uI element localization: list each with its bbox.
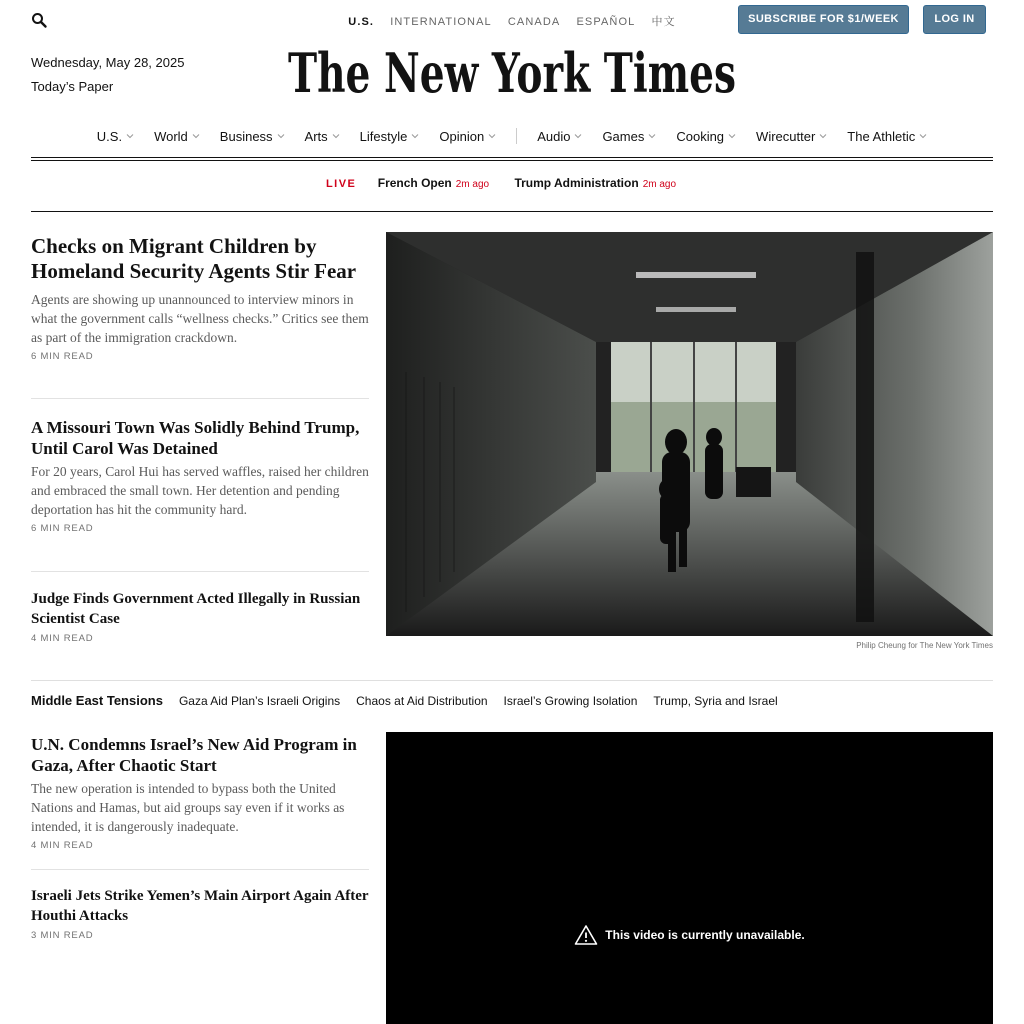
read-time: 6 MIN READ xyxy=(31,351,94,362)
nav-label: The Athletic xyxy=(847,128,916,144)
nav-label: World xyxy=(154,128,188,144)
chevron-down-icon xyxy=(648,132,656,140)
chevron-down-icon xyxy=(411,132,419,140)
nav-label: Business xyxy=(219,128,273,144)
topic-link[interactable]: Israel’s Growing Isolation xyxy=(503,693,638,708)
lead-story-2 xyxy=(31,417,369,534)
live-topic-trump-administration[interactable]: Trump Administration xyxy=(514,176,639,190)
photo-credit: Philip Cheung for The New York Times xyxy=(856,641,993,650)
story-divider xyxy=(31,398,369,399)
chevron-down-icon xyxy=(192,132,200,140)
story-divider xyxy=(31,571,369,572)
edition-canada[interactable]: CANADA xyxy=(507,16,561,28)
mideast-story-2 xyxy=(31,886,369,941)
topic-link[interactable]: Chaos at Aid Distribution xyxy=(356,693,488,708)
chevron-down-icon xyxy=(126,132,134,140)
nav-lifestyle[interactable] xyxy=(360,129,420,144)
masthead-logo[interactable] xyxy=(286,40,738,108)
lead-story-3 xyxy=(31,589,369,644)
lead-photo[interactable] xyxy=(386,232,993,636)
nav-rule-top xyxy=(31,157,993,158)
chevron-down-icon xyxy=(728,132,736,140)
chevron-down-icon xyxy=(277,132,285,140)
video-message-text: This video is currently unavailable. xyxy=(605,928,805,942)
mideast-story-1 xyxy=(31,734,369,851)
chevron-down-icon xyxy=(919,132,927,140)
nav-label: U.S. xyxy=(96,128,123,144)
edition-espanol[interactable]: ESPAÑOL xyxy=(576,16,636,28)
nav-games[interactable] xyxy=(602,129,656,144)
nav-label: Games xyxy=(602,128,645,144)
read-time: 3 MIN READ xyxy=(31,930,94,941)
nav-label: Wirecutter xyxy=(756,128,816,144)
nav-us[interactable] xyxy=(97,129,134,144)
nav-business[interactable] xyxy=(220,129,285,144)
read-time: 6 MIN READ xyxy=(31,523,94,534)
topic-link[interactable]: Trump, Syria and Israel xyxy=(653,693,778,708)
hallway-photo-image xyxy=(386,232,993,636)
video-unavailable-message xyxy=(386,924,993,946)
video-player[interactable] xyxy=(386,732,993,1024)
section-rule xyxy=(31,680,993,681)
nav-audio[interactable] xyxy=(537,129,582,144)
lead-story-1 xyxy=(31,234,369,362)
warning-icon xyxy=(574,924,598,946)
nav-opinion[interactable] xyxy=(439,129,496,144)
edition-chinese[interactable]: 中文 xyxy=(651,16,676,28)
subscribe-button[interactable]: SUBSCRIBE FOR $1/WEEK xyxy=(738,5,909,34)
chevron-down-icon xyxy=(574,132,582,140)
live-label: LIVE xyxy=(325,178,357,190)
todays-paper-link[interactable]: Today’s Paper xyxy=(31,79,114,94)
story-headline[interactable]: A Missouri Town Was Solidly Behind Trump, Until Carol Was Detained xyxy=(31,418,360,458)
story-headline[interactable]: Checks on Migrant Children by Homeland Security Agents Stir Fear xyxy=(31,234,357,283)
live-topic-french-open[interactable]: French Open xyxy=(377,176,452,190)
read-time: 4 MIN READ xyxy=(31,633,94,644)
nav-cooking[interactable] xyxy=(676,129,736,144)
story-divider xyxy=(31,869,369,870)
nav-world[interactable] xyxy=(154,129,200,144)
login-button[interactable]: LOG IN xyxy=(923,5,986,34)
story-headline[interactable]: Judge Finds Government Acted Illegally in Russian Scientist Case xyxy=(31,591,361,627)
svg-text:The New York Times: The New York Times xyxy=(288,41,736,105)
nav-label: Audio xyxy=(537,128,571,144)
section-nav xyxy=(31,124,993,148)
nav-separator xyxy=(516,128,517,144)
story-summary: Agents are showing up unannounced to interview minors in what the government calls “wellness checks.” Critics see them as part of the immigration crackdown. xyxy=(31,292,369,345)
live-bar-rule xyxy=(31,211,993,212)
live-bar xyxy=(31,176,993,190)
live-timestamp: 2m ago xyxy=(642,179,677,190)
nav-wirecutter[interactable] xyxy=(756,129,827,144)
chevron-down-icon xyxy=(332,132,340,140)
nav-the-athletic[interactable] xyxy=(847,129,927,144)
chevron-down-icon xyxy=(488,132,496,140)
date-label: Wednesday, May 28, 2025 xyxy=(31,55,185,70)
nav-label: Arts xyxy=(304,128,328,144)
story-headline[interactable]: U.N. Condemns Israel’s New Aid Program in Gaza, After Chaotic Start xyxy=(31,735,357,775)
nav-label: Lifestyle xyxy=(359,128,408,144)
nav-label: Cooking xyxy=(676,128,725,144)
nav-rule-bottom xyxy=(31,160,993,161)
nav-arts[interactable] xyxy=(305,129,340,144)
chevron-down-icon xyxy=(819,132,827,140)
topic-bar xyxy=(31,693,794,708)
edition-international[interactable]: INTERNATIONAL xyxy=(390,16,492,28)
story-summary: For 20 years, Carol Hui has served waffles, raised her children and embraced the small town. Her detention and pending deportation has hit the community hard. xyxy=(31,464,369,517)
nav-label: Opinion xyxy=(439,128,485,144)
topic-link[interactable]: Gaza Aid Plan’s Israeli Origins xyxy=(178,693,341,708)
read-time: 4 MIN READ xyxy=(31,840,94,851)
edition-us[interactable]: U.S. xyxy=(348,16,375,28)
story-headline[interactable]: Israeli Jets Strike Yemen’s Main Airport Again After Houthi Attacks xyxy=(31,888,369,924)
live-timestamp: 2m ago xyxy=(455,179,490,190)
topic-label[interactable]: Middle East Tensions xyxy=(31,693,163,708)
story-summary: The new operation is intended to bypass both the United Nations and Hamas, but aid groups say even if it works as intended, it is dangerously inadequate. xyxy=(31,781,345,834)
